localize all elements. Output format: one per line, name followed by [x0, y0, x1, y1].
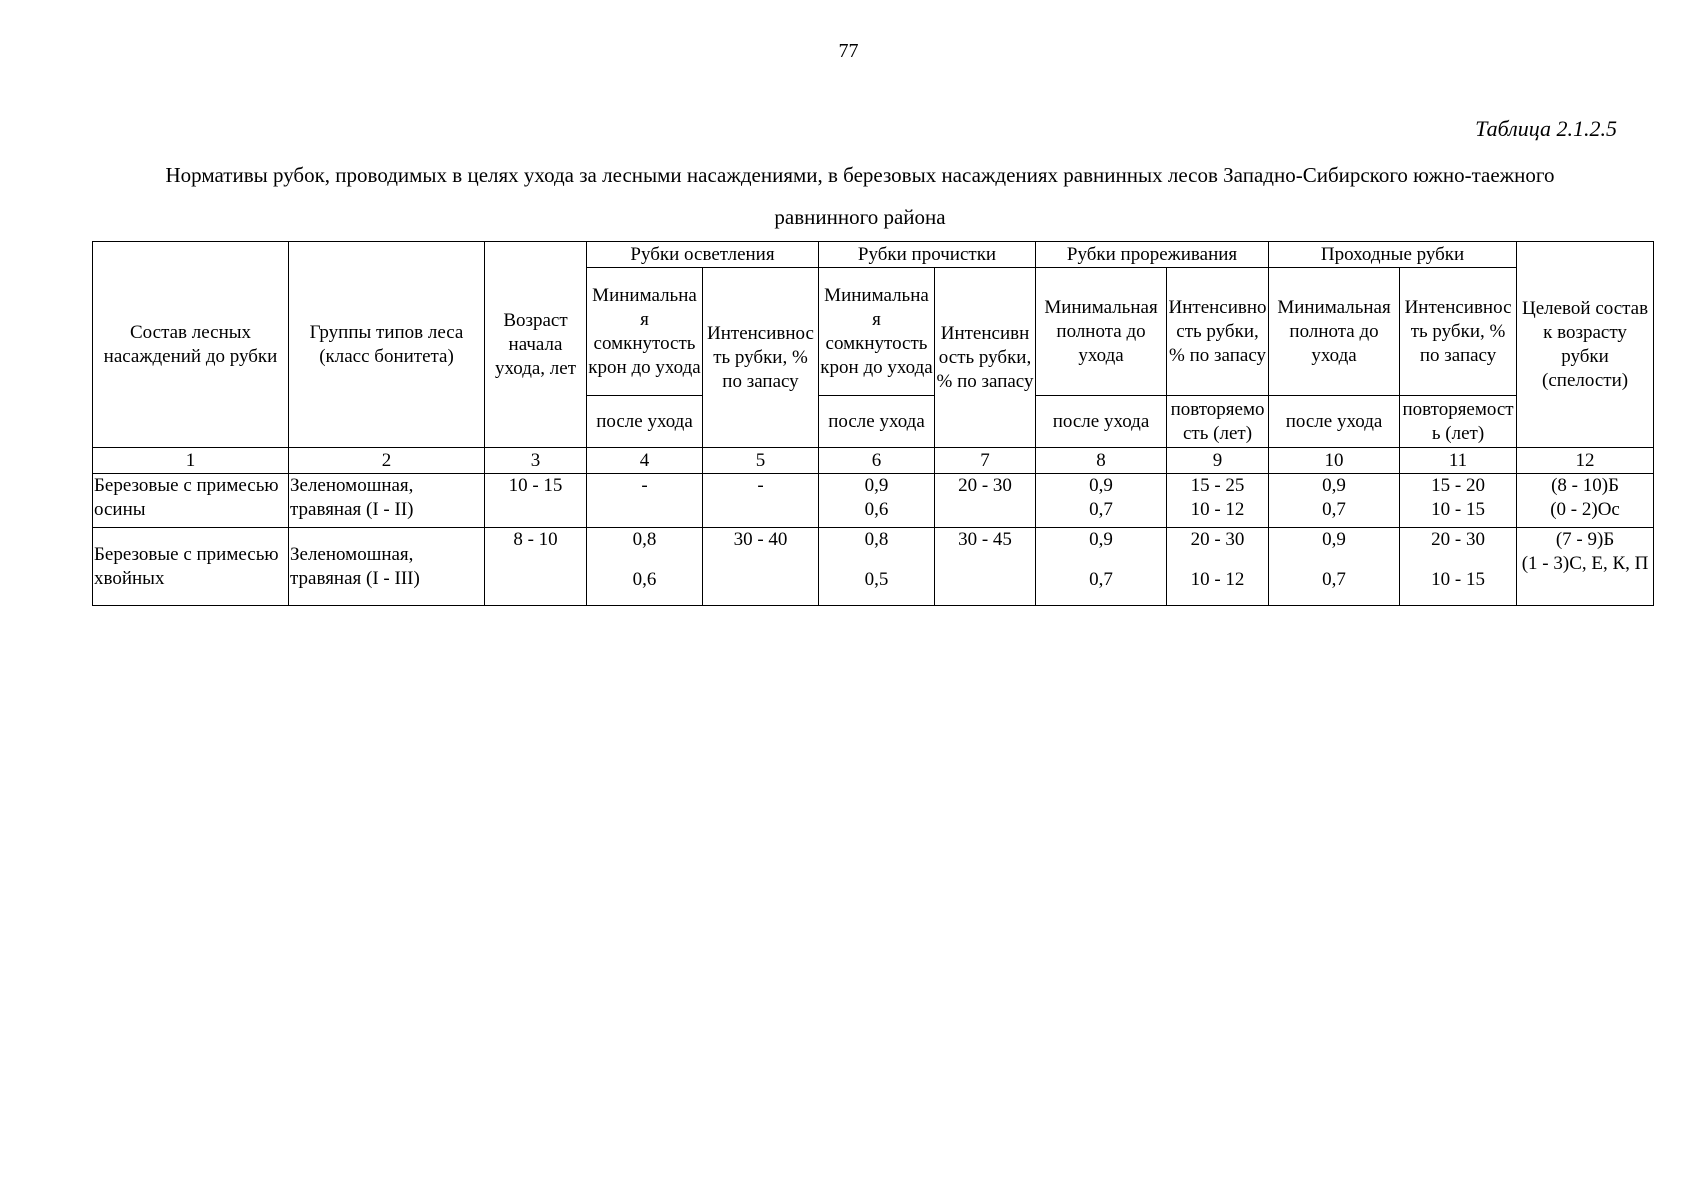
column-numbers-row — [93, 448, 1654, 474]
col-number: 10 — [1269, 448, 1400, 474]
header-group-prorezhivaniya: Рубки прореживания — [1036, 242, 1269, 268]
cell-line: (1 - 3)С, Е, К, П — [1521, 553, 1649, 574]
cell-age: 8 - 10 — [485, 528, 587, 606]
cell-line: 15 - 20 — [1431, 475, 1485, 496]
header-start-age: Возраст начала ухода, лет — [485, 242, 587, 448]
header-intensity-7: Интенсивность рубки, % по запасу — [935, 268, 1036, 448]
page-number: 77 — [838, 40, 859, 62]
cell-c9 — [1167, 474, 1269, 528]
cell-c12 — [1517, 528, 1654, 606]
col-number: 4 — [587, 448, 703, 474]
cell-line: 0,7 — [1089, 569, 1113, 590]
header-repeat-11: повторяемость (лет) — [1400, 396, 1517, 448]
cell-c10 — [1269, 474, 1400, 528]
table-row — [93, 474, 1654, 528]
cell-line: 0,9 — [1089, 529, 1113, 550]
cell-line: (7 - 9)Б — [1555, 529, 1615, 550]
cell-c6 — [819, 474, 935, 528]
col-number: 3 — [485, 448, 587, 474]
col-number: 2 — [289, 448, 485, 474]
cell-line: 10 - 15 — [1431, 569, 1485, 590]
col-number: 1 — [93, 448, 289, 474]
header-repeat-9: повторяемость (лет) — [1167, 396, 1269, 448]
cell-line: 0,8 — [632, 529, 657, 550]
cell-c4 — [587, 528, 703, 606]
cell-line: 15 - 25 — [1190, 475, 1245, 496]
cell-line: 0,9 — [1322, 475, 1346, 496]
cell-c11 — [1400, 528, 1517, 606]
cell-c4 — [587, 474, 703, 528]
cell-line: 0,9 — [864, 475, 889, 496]
header-composition: Состав лесных насаждений до рубки — [93, 242, 289, 448]
cell-c9 — [1167, 528, 1269, 606]
cell-line: 0,7 — [1089, 499, 1113, 520]
cell-line: 0,9 — [1089, 475, 1113, 496]
cell-age: 10 - 15 — [485, 474, 587, 528]
cell-forest-group: Зеленомошная, травяная (I - II) — [289, 474, 485, 528]
col-number: 8 — [1036, 448, 1167, 474]
cell-line: 0,8 — [864, 529, 889, 550]
col-number: 11 — [1400, 448, 1517, 474]
cell-line: 0,7 — [1322, 499, 1346, 520]
header-intensity-11: Интенсивность рубки, % по запасу — [1400, 268, 1517, 396]
cell-c5: - — [703, 474, 819, 528]
cell-line: 0,9 — [1322, 529, 1346, 550]
cell-c10 — [1269, 528, 1400, 606]
cell-line: 10 - 12 — [1190, 499, 1245, 520]
header-min-closure-6: Минимальная сомкнутость крон до ухода — [819, 268, 935, 396]
cell-line: (8 - 10)Б — [1551, 475, 1619, 496]
header-group-osvetleniya: Рубки осветления — [587, 242, 819, 268]
header-min-density-8: Минимальная полнота до ухода — [1036, 268, 1167, 396]
norms-table — [92, 241, 1654, 606]
cell-c5: 30 - 40 — [703, 528, 819, 606]
cell-line: 0,5 — [864, 569, 889, 590]
cell-c8 — [1036, 528, 1167, 606]
header-after-care-8: после ухода — [1036, 396, 1167, 448]
cell-line: (0 - 2)Ос — [1550, 499, 1620, 520]
col-number: 9 — [1167, 448, 1269, 474]
cell-line: 10 - 12 — [1190, 569, 1245, 590]
col-number: 6 — [819, 448, 935, 474]
cell-line: 20 - 30 — [1190, 529, 1245, 550]
cell-line: 0,7 — [1322, 569, 1346, 590]
cell-line: 0,6 — [864, 499, 889, 520]
header-intensity-5: Интенсивность рубки, % по запасу — [703, 268, 819, 448]
cell-c7: 30 - 45 — [935, 528, 1036, 606]
header-target-composition: Целевой состав к возрасту рубки (спелости) — [1517, 242, 1654, 448]
cell-c12 — [1517, 474, 1654, 528]
cell-composition: Березовые с примесью хвойных — [93, 528, 289, 606]
header-after-care-10: после ухода — [1269, 396, 1400, 448]
header-row-groups — [93, 242, 1654, 268]
cell-line: 10 - 15 — [1431, 499, 1485, 520]
cell-line: - — [641, 475, 648, 496]
header-forest-group: Группы типов леса (класс бонитета) — [289, 242, 485, 448]
table-label: Таблица 2.1.2.5 — [1475, 116, 1617, 141]
header-min-density-10: Минимальная полнота до ухода — [1269, 268, 1400, 396]
table-title: Нормативы рубок, проводимых в целях ухода за лесными насаждениями, в березовых насаждениях равнинных лесов Западно-Сибирского южно-таежного равнинного района — [165, 163, 1555, 229]
col-number: 5 — [703, 448, 819, 474]
header-intensity-9: Интенсивность рубки, % по запасу — [1167, 268, 1269, 396]
cell-c6 — [819, 528, 935, 606]
cell-c8 — [1036, 474, 1167, 528]
cell-line: 0,6 — [632, 569, 657, 590]
header-after-care-6: после ухода — [819, 396, 935, 448]
col-number: 7 — [935, 448, 1036, 474]
col-number: 12 — [1517, 448, 1654, 474]
cell-c11 — [1400, 474, 1517, 528]
header-min-closure-4: Минимальная сомкнутость крон до ухода — [587, 268, 703, 396]
table-row — [93, 528, 1654, 606]
cell-line: 20 - 30 — [1431, 529, 1485, 550]
header-group-prochistki: Рубки прочистки — [819, 242, 1036, 268]
cell-c7: 20 - 30 — [935, 474, 1036, 528]
header-after-care-4: после ухода — [587, 396, 703, 448]
header-group-prokhodnye: Проходные рубки — [1269, 242, 1517, 268]
cell-composition: Березовые с примесью осины — [93, 474, 289, 528]
cell-forest-group: Зеленомошная, травяная (I - III) — [289, 528, 485, 606]
